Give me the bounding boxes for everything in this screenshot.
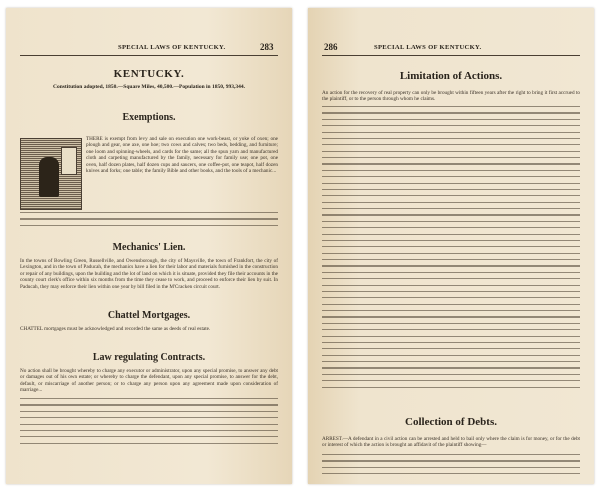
- heading-exemptions: Exemptions.: [122, 112, 176, 123]
- left-page-number: 283: [260, 42, 274, 52]
- state-title: KENTUCKY.: [113, 68, 185, 80]
- left-header-rule: [20, 55, 278, 56]
- mechanics-lien-text: In the towns of Bowling Green, Russellville, and Owensborough, the city of Maysville, the town of Frankfort, the city of Lexington, and in the town of Paducah, the mechanics have a lien for their labor and materials furnished in the construction or repair of any buildings, upon the building and the lot of land on which it is situate, provided they file their accounts in the county court clerk's office within six months from the time they cease to work, and proceed to enforce their lien by suit. In Paducah, they may enforce their lien within one year by bill filed in the M'Cracken circuit court.: [20, 258, 278, 290]
- heading-collection-of-debts: Collection of Debts.: [405, 416, 497, 428]
- woodcut-illustration: [20, 138, 82, 210]
- constitution-line: Constitution adopted, 1850.—Square Miles, 40,500.—Population in 1850, 993,344.: [53, 84, 245, 90]
- right-running-head: SPECIAL LAWS OF KENTUCKY.: [374, 44, 482, 51]
- right-page-number: 286: [324, 42, 338, 52]
- left-page: [6, 8, 292, 484]
- contracts-text-continued: [20, 398, 278, 449]
- collection-text: ARREST.—A defendant in a civil action can be arrested and held to bail only where the claim is for money, or for the debt or interest of which the action is brought an affidavit of the plaintiff showing—: [322, 436, 580, 449]
- heading-limitation-of-actions: Limitation of Actions.: [399, 70, 503, 82]
- contracts-text: No action shall be brought whereby to charge any executor or administrator, upon any special promise, to answer any debt or damages out of his own estate; or whereby to charge the defendant, upon any special promise, to answer for the debt, default, or miscarriage of another person; or to charge any person upon any agreement made upon consideration of marriage...: [20, 368, 278, 394]
- heading-mechanics-lien: Mechanics' Lien.: [112, 242, 186, 253]
- exemptions-text-continued: [20, 212, 278, 231]
- left-running-head: SPECIAL LAWS OF KENTUCKY.: [118, 44, 226, 51]
- limitation-text-continued: [322, 106, 580, 393]
- heading-contracts: Law regulating Contracts.: [92, 352, 206, 363]
- chattel-mortgages-text: CHATTEL mortgages must be acknowledged and recorded the same as deeds of real estate.: [20, 326, 211, 332]
- heading-chattel-mortgages: Chattel Mortgages.: [107, 310, 191, 321]
- right-header-rule: [322, 55, 580, 56]
- right-page: [308, 8, 594, 484]
- collection-text-continued: [322, 454, 580, 480]
- limitation-text: An action for the recovery of real property can only be brought within fifteen years after the right to bring it first accrued to the plaintiff, or to the person through whom he claims.: [322, 90, 580, 103]
- exemptions-text: THERE is exempt from levy and sale on execution one work-beast, or yoke of oxen; one plough and gear, one axe, one hoe; two cows and calves; two beds, bedding, and furniture; one loom and spinning-wheels, and cards for the same; all the spun yarn and manufactured cloth and carpeting manufactured by the family, necessary for family use; one pot, one oven, half dozen plates, half dozen cups and saucers, one coffee-pot, one teapot, half dozen knives and forks; one table; the family Bible and other books, and the tools of a mechanic...: [86, 136, 278, 175]
